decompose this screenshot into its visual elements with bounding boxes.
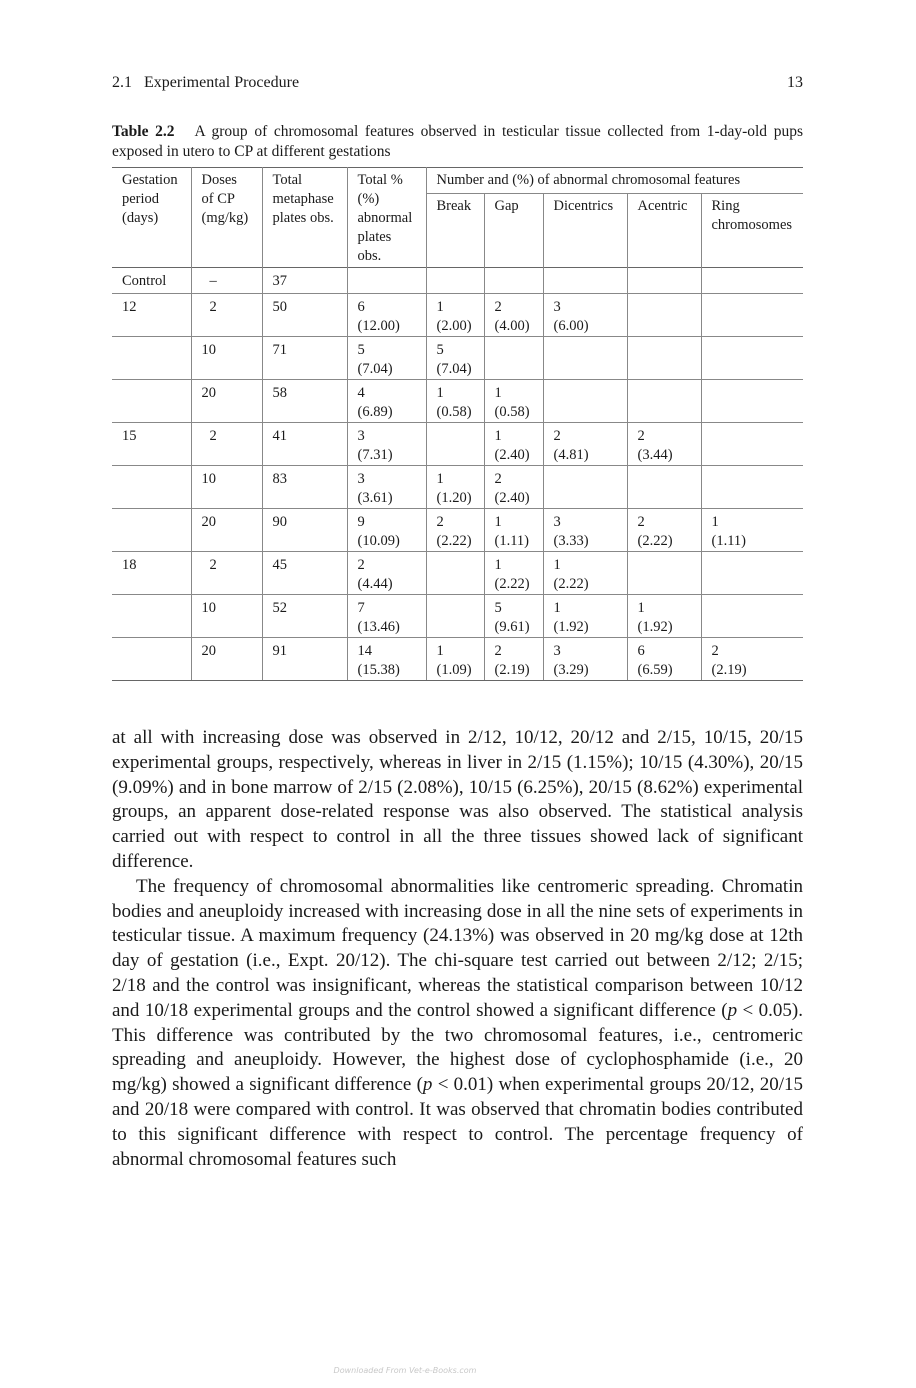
cell-gap: 2 (2.40) bbox=[484, 466, 543, 509]
table-row bbox=[112, 380, 803, 423]
cell-break bbox=[426, 595, 484, 638]
cell-dose: 2 bbox=[191, 552, 262, 595]
cell-dicentrics bbox=[543, 337, 627, 380]
cell-total: 2 (4.44) bbox=[347, 552, 426, 595]
table-row bbox=[112, 509, 803, 552]
running-head bbox=[112, 72, 803, 94]
cell-break bbox=[426, 552, 484, 595]
header-gap: Gap bbox=[484, 194, 543, 268]
table-row bbox=[112, 466, 803, 509]
cell-gap: 1 (2.22) bbox=[484, 552, 543, 595]
header-total-plates: Total metaphase plates obs. bbox=[262, 168, 347, 268]
cell-gap: 2 (4.00) bbox=[484, 294, 543, 337]
header-doses: Doses of CP (mg/kg) bbox=[191, 168, 262, 268]
cell-dose: 20 bbox=[191, 638, 262, 681]
cell-acentric bbox=[627, 294, 701, 337]
cell-ring bbox=[701, 294, 803, 337]
cell-ring: 1 (1.11) bbox=[701, 509, 803, 552]
cell-plates: 58 bbox=[262, 380, 347, 423]
header-gestation: Gestation period (days) bbox=[112, 168, 191, 268]
cell-total: 3 (7.31) bbox=[347, 423, 426, 466]
cell-dose: 2 bbox=[191, 294, 262, 337]
cell-acentric bbox=[627, 380, 701, 423]
cell-dicentrics: 3 (3.33) bbox=[543, 509, 627, 552]
cell-plates: 37 bbox=[262, 268, 347, 294]
cell-acentric: 2 (2.22) bbox=[627, 509, 701, 552]
header-acentric: Acentric bbox=[627, 194, 701, 268]
cell-gap: 5 (9.61) bbox=[484, 595, 543, 638]
cell-ring bbox=[701, 337, 803, 380]
cell-dose: 10 bbox=[191, 466, 262, 509]
cell-acentric bbox=[627, 552, 701, 595]
cell-gap: 1 (0.58) bbox=[484, 380, 543, 423]
cell-acentric: 1 (1.92) bbox=[627, 595, 701, 638]
header-break: Break bbox=[426, 194, 484, 268]
cell-gap: 1 (2.40) bbox=[484, 423, 543, 466]
cell-acentric bbox=[627, 337, 701, 380]
cell-dicentrics: 3 (6.00) bbox=[543, 294, 627, 337]
cell-gap bbox=[484, 268, 543, 294]
cell-total: 4 (6.89) bbox=[347, 380, 426, 423]
cell-dicentrics: 3 (3.29) bbox=[543, 638, 627, 681]
cell-gestation bbox=[112, 380, 191, 423]
table-row bbox=[112, 552, 803, 595]
header-dicentrics: Dicentrics bbox=[543, 194, 627, 268]
cell-break: 1 (2.00) bbox=[426, 294, 484, 337]
table-row bbox=[112, 337, 803, 380]
cell-break: 5 (7.04) bbox=[426, 337, 484, 380]
header-total-percent: Total % (%) abnormal plates obs. bbox=[347, 168, 426, 268]
paragraph-1: at all with increasing dose was observed in 2/12, 10/12, 20/12 and 2/15, 10/15, 20/15 experimental groups, respectively, whereas in liver in 2/15 (1.15%); 10/15 (4.30%), 20/15 (9.09%) and in bone marrow of 2/15 (2.08%), 10/15 (6.25%), 20/15 (8.62%) experimental groups, an apparent dose-related response was also observed. The statistical analysis carried out with respect to control in all the three tissues showed lack of significant difference. bbox=[112, 727, 803, 872]
cell-dicentrics bbox=[543, 466, 627, 509]
cell-gestation: 12 bbox=[112, 294, 191, 337]
cell-break: 1 (1.09) bbox=[426, 638, 484, 681]
cell-break: 1 (0.58) bbox=[426, 380, 484, 423]
cell-gestation: 18 bbox=[112, 552, 191, 595]
cell-total bbox=[347, 268, 426, 294]
cell-plates: 41 bbox=[262, 423, 347, 466]
cell-dicentrics bbox=[543, 268, 627, 294]
table-row bbox=[112, 423, 803, 466]
cell-break bbox=[426, 423, 484, 466]
cell-gestation bbox=[112, 509, 191, 552]
cell-dose: 20 bbox=[191, 509, 262, 552]
cell-gestation bbox=[112, 638, 191, 681]
table-row bbox=[112, 595, 803, 638]
cell-gap: 1 (1.11) bbox=[484, 509, 543, 552]
cell-dicentrics: 1 (2.22) bbox=[543, 552, 627, 595]
table-row bbox=[112, 638, 803, 681]
cell-gap: 2 (2.19) bbox=[484, 638, 543, 681]
cell-dose: 20 bbox=[191, 380, 262, 423]
cell-gestation bbox=[112, 337, 191, 380]
cell-dicentrics: 1 (1.92) bbox=[543, 595, 627, 638]
section-heading: 2.1 Experimental Procedure bbox=[112, 74, 300, 91]
cell-dose: 10 bbox=[191, 337, 262, 380]
cell-gap bbox=[484, 337, 543, 380]
header-ring: Ring chromosomes bbox=[701, 194, 803, 268]
body-text bbox=[112, 726, 803, 1172]
table-caption bbox=[112, 122, 803, 162]
cell-total: 7 (13.46) bbox=[347, 595, 426, 638]
cell-plates: 45 bbox=[262, 552, 347, 595]
cell-ring bbox=[701, 595, 803, 638]
cell-gestation: 15 bbox=[112, 423, 191, 466]
cell-total: 14 (15.38) bbox=[347, 638, 426, 681]
cell-acentric bbox=[627, 466, 701, 509]
table-row bbox=[112, 268, 803, 294]
table-caption-text: A group of chromosomal features observed in testicular tissue collected from 1-day-old pups exposed in utero to CP at different gestations bbox=[112, 123, 803, 160]
cell-plates: 91 bbox=[262, 638, 347, 681]
cell-total: 9 (10.09) bbox=[347, 509, 426, 552]
cell-break: 2 (2.22) bbox=[426, 509, 484, 552]
table-body bbox=[112, 268, 803, 681]
cell-plates: 90 bbox=[262, 509, 347, 552]
cell-acentric bbox=[627, 268, 701, 294]
cell-ring bbox=[701, 268, 803, 294]
cell-plates: 50 bbox=[262, 294, 347, 337]
cell-ring bbox=[701, 466, 803, 509]
cell-plates: 83 bbox=[262, 466, 347, 509]
cell-break bbox=[426, 268, 484, 294]
cell-dose: – bbox=[191, 268, 262, 294]
chromosomal-features-table bbox=[112, 167, 803, 681]
cell-gestation bbox=[112, 595, 191, 638]
cell-total: 3 (3.61) bbox=[347, 466, 426, 509]
cell-plates: 71 bbox=[262, 337, 347, 380]
cell-total: 6 (12.00) bbox=[347, 294, 426, 337]
cell-total: 5 (7.04) bbox=[347, 337, 426, 380]
cell-gestation: Control bbox=[112, 268, 191, 294]
header-abnormal-features: Number and (%) of abnormal chromosomal features bbox=[426, 168, 803, 194]
cell-dose: 2 bbox=[191, 423, 262, 466]
cell-gestation bbox=[112, 466, 191, 509]
cell-ring bbox=[701, 423, 803, 466]
cell-ring bbox=[701, 380, 803, 423]
cell-plates: 52 bbox=[262, 595, 347, 638]
cell-dicentrics: 2 (4.81) bbox=[543, 423, 627, 466]
cell-break: 1 (1.20) bbox=[426, 466, 484, 509]
table-row bbox=[112, 294, 803, 337]
cell-dose: 10 bbox=[191, 595, 262, 638]
download-watermark: Downloaded From Vet-e-Books.com bbox=[333, 1366, 477, 1375]
cell-acentric: 6 (6.59) bbox=[627, 638, 701, 681]
cell-dicentrics bbox=[543, 380, 627, 423]
cell-acentric: 2 (3.44) bbox=[627, 423, 701, 466]
page-number: 13 bbox=[787, 74, 803, 91]
paragraph-2: The frequency of chromosomal abnormalities like centromeric spreading. Chromatin bodies and aneuploidy increased with increasing dose in all the nine sets of experiments in testicular tissue. A maximum frequency (24.13%) was observed in 20 mg/kg dose at 12th day of gestation (i.e., Expt. 20/12). The chi-square test carried out between 2/12; 2/15; 2/18 and the control was insignificant, whereas the statistical comparison between 10/12 and 10/18 experimental groups and the control showed a significant difference (p < 0.05). This difference was contributed by the two chromosomal features, i.e., centromeric spreading and aneuploidy. However, the highest dose of cyclophosphamide (i.e., 20 mg/kg) showed a significant difference (p < 0.01) when experimental groups 20/12, 20/15 and 20/18 were compared with control. It was observed that chromatin bodies contributed to this significant difference with respect to control. The percentage frequency of abnormal chromosomal features such bbox=[112, 875, 804, 1170]
cell-ring bbox=[701, 552, 803, 595]
cell-ring: 2 (2.19) bbox=[701, 638, 803, 681]
table-label: Table 2.2 bbox=[112, 123, 175, 140]
